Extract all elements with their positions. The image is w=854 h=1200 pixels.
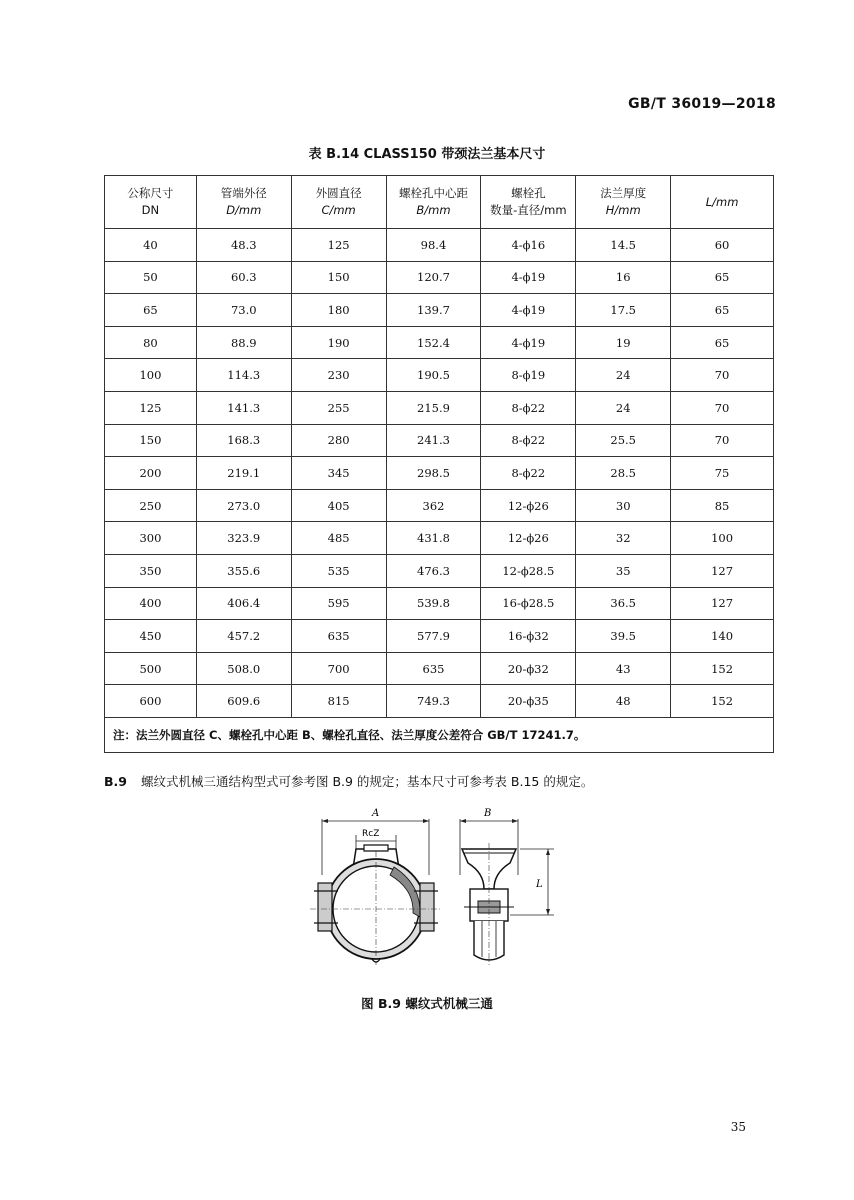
table-caption: 表 B.14 CLASS150 带颈法兰基本尺寸: [308, 147, 546, 162]
table-cell: 350: [105, 554, 197, 587]
page-number: 35: [730, 1120, 746, 1134]
table-cell: 8-ϕ22: [481, 424, 576, 457]
table-cell: 323.9: [196, 522, 291, 555]
table-row: [105, 424, 774, 457]
table-cell: 152: [671, 685, 774, 718]
table-cell: 577.9: [386, 620, 481, 653]
figure-caption: 图 B.9 螺纹式机械三通: [361, 996, 493, 1011]
label-b: B: [484, 808, 492, 819]
table-cell: 35: [576, 554, 671, 587]
table-cell: 88.9: [196, 326, 291, 359]
note-row: [105, 717, 774, 752]
table-cell: 595: [291, 587, 386, 620]
table-cell: 40: [105, 229, 197, 262]
table-cell: 16: [576, 261, 671, 294]
table-cell: 20-ϕ32: [481, 652, 576, 685]
table-cell: 127: [671, 587, 774, 620]
table-cell: 100: [671, 522, 774, 555]
table-row: [105, 326, 774, 359]
table-cell: 28.5: [576, 457, 671, 490]
table-row: [105, 294, 774, 327]
table-cell: 405: [291, 489, 386, 522]
table-cell: 8-ϕ22: [481, 457, 576, 490]
table-cell: 139.7: [386, 294, 481, 327]
table-cell: 120.7: [386, 261, 481, 294]
table-cell: 168.3: [196, 424, 291, 457]
table-cell: 70: [671, 424, 774, 457]
table-cell: 73.0: [196, 294, 291, 327]
table-cell: 609.6: [196, 685, 291, 718]
table-cell: 70: [671, 359, 774, 392]
table-cell: 12-ϕ26: [481, 522, 576, 555]
table-cell: 150: [291, 261, 386, 294]
table-cell: 4-ϕ19: [481, 326, 576, 359]
table-cell: 508.0: [196, 652, 291, 685]
table-cell: 14.5: [576, 229, 671, 262]
front-view: [310, 845, 442, 965]
table-cell: 20-ϕ35: [481, 685, 576, 718]
table-cell: 140: [671, 620, 774, 653]
dimension-l: [510, 849, 554, 915]
table-row: [105, 261, 774, 294]
table-cell: 36.5: [576, 587, 671, 620]
header-cell: 螺栓孔 数量-直径/mm: [481, 176, 576, 229]
table-cell: 406.4: [196, 587, 291, 620]
table-cell: 4-ϕ19: [481, 261, 576, 294]
table-cell: 80: [105, 326, 197, 359]
table-cell: 127: [671, 554, 774, 587]
table-cell: 25.5: [576, 424, 671, 457]
table-cell: 345: [291, 457, 386, 490]
table-cell: 230: [291, 359, 386, 392]
header-cell: L/mm: [671, 176, 774, 229]
table-row: [105, 489, 774, 522]
table-cell: 4-ϕ16: [481, 229, 576, 262]
table-cell: 457.2: [196, 620, 291, 653]
table-row: [105, 587, 774, 620]
table-cell: 60: [671, 229, 774, 262]
table-cell: 635: [386, 652, 481, 685]
table-cell: 24: [576, 359, 671, 392]
table-cell: 241.3: [386, 424, 481, 457]
table-cell: 16-ϕ28.5: [481, 587, 576, 620]
table-cell: 39.5: [576, 620, 671, 653]
table-cell: 48: [576, 685, 671, 718]
table-cell: 362: [386, 489, 481, 522]
table-cell: 280: [291, 424, 386, 457]
table-cell: 65: [671, 294, 774, 327]
table-row: [105, 229, 774, 262]
table-cell: 16-ϕ32: [481, 620, 576, 653]
table-cell: 298.5: [386, 457, 481, 490]
table-cell: 12-ϕ26: [481, 489, 576, 522]
table-cell: 431.8: [386, 522, 481, 555]
table-cell: 219.1: [196, 457, 291, 490]
table-cell: 400: [105, 587, 197, 620]
table-cell: 114.3: [196, 359, 291, 392]
table-cell: 190.5: [386, 359, 481, 392]
table-cell: 190: [291, 326, 386, 359]
table-cell: 539.8: [386, 587, 481, 620]
side-view: [462, 843, 516, 965]
table-cell: 200: [105, 457, 197, 490]
table-body: [105, 229, 774, 718]
table-cell: 250: [105, 489, 197, 522]
header-cell: 法兰厚度 H/mm: [576, 176, 671, 229]
table-cell: 215.9: [386, 391, 481, 424]
table-cell: 180: [291, 294, 386, 327]
table-header-row: [105, 176, 774, 229]
table-cell: 700: [291, 652, 386, 685]
table-cell: 12-ϕ28.5: [481, 554, 576, 587]
table-cell: 300: [105, 522, 197, 555]
table-cell: 30: [576, 489, 671, 522]
table-cell: 32: [576, 522, 671, 555]
table-cell: 150: [105, 424, 197, 457]
table-cell: 476.3: [386, 554, 481, 587]
table-cell: 600: [105, 685, 197, 718]
table-cell: 65: [671, 261, 774, 294]
table-cell: 70: [671, 391, 774, 424]
table-cell: 100: [105, 359, 197, 392]
table-row: [105, 359, 774, 392]
table-cell: 75: [671, 457, 774, 490]
table-cell: 500: [105, 652, 197, 685]
table-cell: 125: [291, 229, 386, 262]
clause-b9: [104, 772, 593, 790]
table-cell: 450: [105, 620, 197, 653]
table-cell: 125: [105, 391, 197, 424]
table-cell: 98.4: [386, 229, 481, 262]
mechanical-tee-drawing: [296, 805, 566, 975]
table-cell: 152: [671, 652, 774, 685]
table-cell: 65: [105, 294, 197, 327]
clause-number: B.9: [104, 774, 127, 789]
dimension-table: [104, 175, 774, 753]
header-cell: 外圆直径 C/mm: [291, 176, 386, 229]
table-cell: 8-ϕ22: [481, 391, 576, 424]
table-cell: 65: [671, 326, 774, 359]
table-cell: 273.0: [196, 489, 291, 522]
table-cell: 8-ϕ19: [481, 359, 576, 392]
table-cell: 485: [291, 522, 386, 555]
table-row: [105, 457, 774, 490]
table-cell: 24: [576, 391, 671, 424]
table-row: [105, 620, 774, 653]
table-row: [105, 554, 774, 587]
clause-text: 螺纹式机械三通结构型式可参考图 B.9 的规定；基本尺寸可参考表 B.15 的规定。: [140, 774, 594, 789]
table-cell: 749.3: [386, 685, 481, 718]
table-cell: 535: [291, 554, 386, 587]
table-cell: 19: [576, 326, 671, 359]
table-cell: 4-ϕ19: [481, 294, 576, 327]
table-row: [105, 522, 774, 555]
header-cell: 公称尺寸 DN: [105, 176, 197, 229]
table-row: [105, 685, 774, 718]
table-cell: 635: [291, 620, 386, 653]
label-l: L: [536, 879, 543, 890]
table-row: [105, 391, 774, 424]
table-cell: 815: [291, 685, 386, 718]
table-cell: 85: [671, 489, 774, 522]
table-cell: 50: [105, 261, 197, 294]
header-cell: 螺栓孔中心距 B/mm: [386, 176, 481, 229]
standard-code: GB/T 36019—2018: [628, 96, 776, 112]
table-cell: 152.4: [386, 326, 481, 359]
table-cell: 255: [291, 391, 386, 424]
label-rcz: RcZ: [362, 829, 380, 839]
table-note: 注：法兰外圆直径 C、螺栓孔中心距 B、螺栓孔直径、法兰厚度公差符合 GB/T 17241.7。: [105, 717, 774, 752]
table-cell: 355.6: [196, 554, 291, 587]
table-cell: 60.3: [196, 261, 291, 294]
table-row: [105, 652, 774, 685]
label-a: A: [372, 808, 380, 819]
table-cell: 17.5: [576, 294, 671, 327]
table-cell: 48.3: [196, 229, 291, 262]
table-cell: 43: [576, 652, 671, 685]
table-cell: 141.3: [196, 391, 291, 424]
header-cell: 管端外径 D/mm: [196, 176, 291, 229]
